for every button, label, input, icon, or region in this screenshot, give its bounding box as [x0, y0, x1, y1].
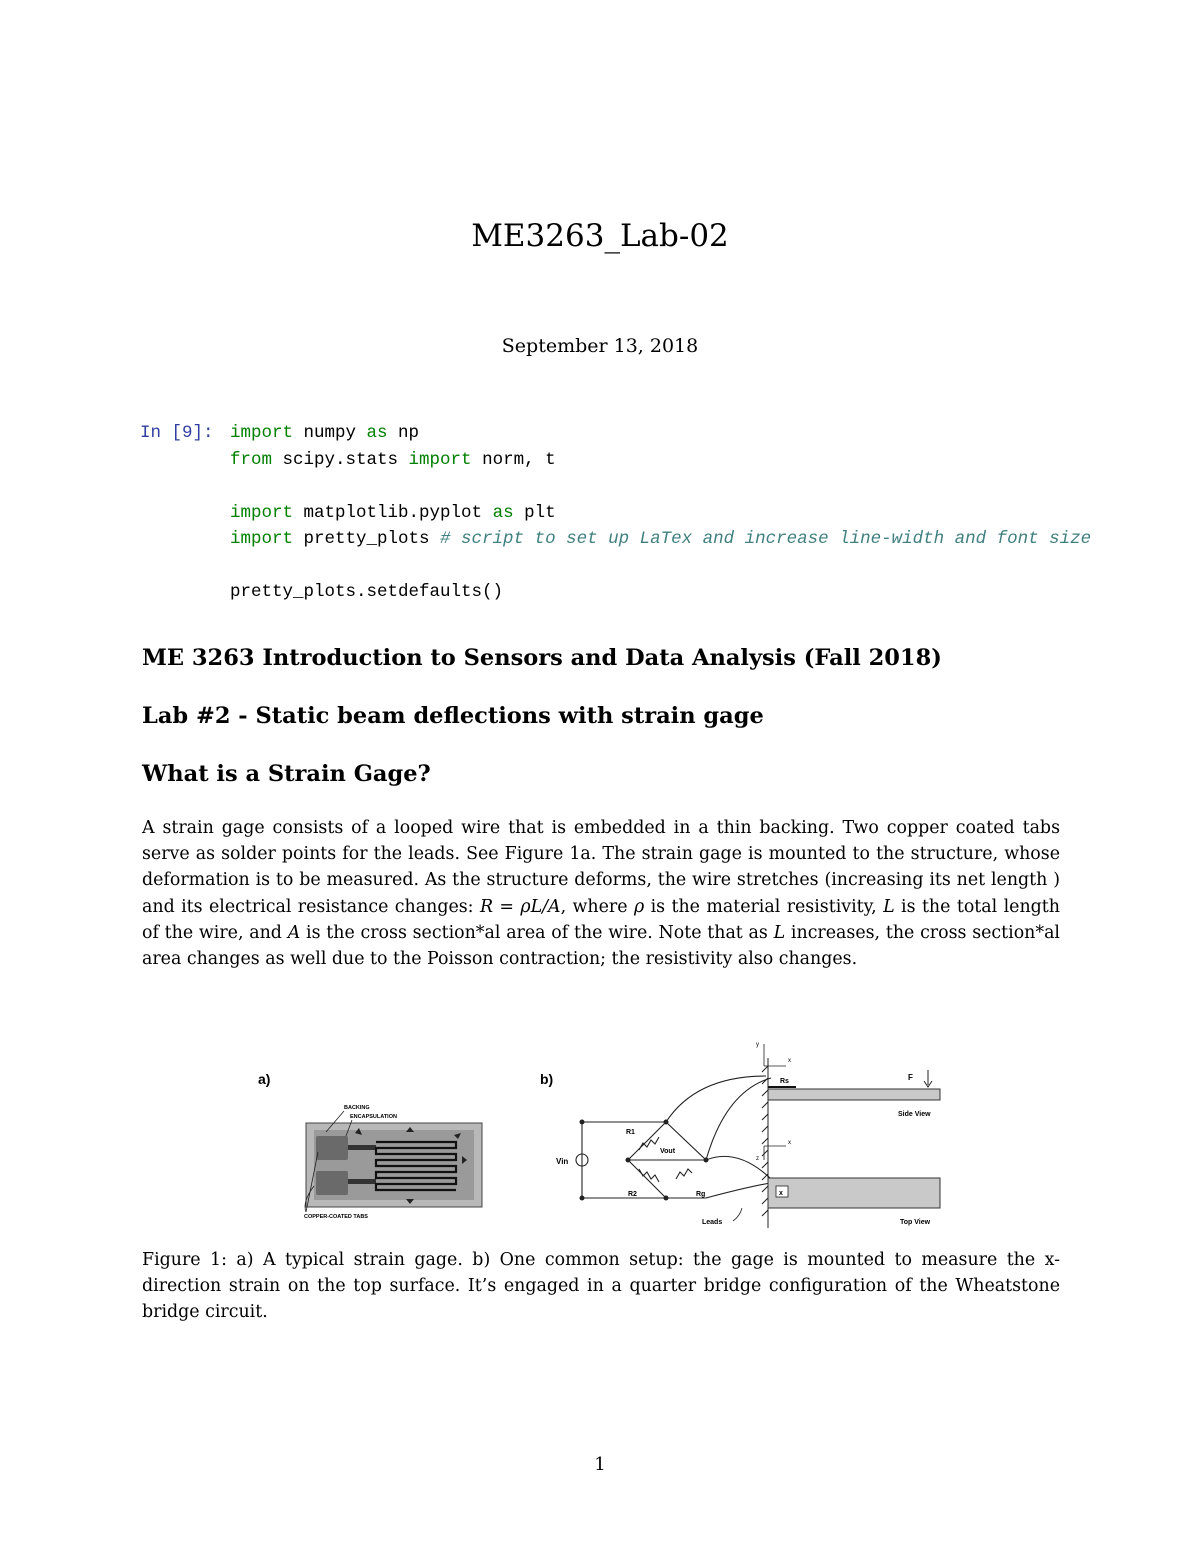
code-text: matplotlib.pyplot — [293, 502, 493, 523]
strain-gage-figure — [256, 1036, 946, 1232]
code-text: plt — [513, 502, 556, 523]
code-line — [230, 473, 1091, 500]
symbol-rho: ρ — [633, 896, 645, 917]
code-block — [230, 420, 1091, 606]
encapsulation-label: ENCAPSULATION — [350, 1114, 397, 1120]
section-heading: What is a Strain Gage? — [142, 761, 431, 787]
code-text: scipy.stats — [272, 449, 409, 470]
axis-z-label: z — [756, 1156, 759, 1162]
code-keyword: import — [230, 423, 294, 443]
r1-label: R1 — [626, 1129, 635, 1136]
code-text: norm, t — [471, 449, 556, 470]
leads-label: Leads — [702, 1219, 723, 1226]
code-line — [230, 447, 1091, 474]
backing-label: BACKING — [344, 1105, 370, 1111]
force-arrow — [924, 1070, 932, 1087]
symbol-l: L — [773, 922, 786, 943]
code-line — [230, 553, 1091, 580]
code-comment: # script to set up LaTex and increase line-width and font size — [440, 529, 1092, 549]
document-date: September 13, 2018 — [501, 335, 699, 357]
code-line — [230, 500, 1091, 527]
code-line — [230, 579, 1091, 606]
axis-x-top-label: x — [788, 1140, 791, 1146]
wheatstone-bridge-circuit — [576, 1076, 778, 1198]
paragraph-text: is the total length of the wire, and — [142, 896, 1060, 943]
paragraph-text: A strain gage consists of a looped wire that is embedded in a thin backing. Two copper coated tabs serve as solder points for the leads. See Figure 1a. The strain gage is mounted to the structure, whose deformation is to be measured. As the structure deforms, the wire stretches (increasing its net length ) and its electrical resistance changes: — [142, 818, 1060, 917]
code-prompt: In [9]: — [140, 423, 214, 443]
code-line — [230, 420, 1091, 447]
paragraph-text: is the material resistivity, — [644, 896, 884, 917]
beam-top-view — [768, 1178, 940, 1208]
code-keyword: as — [492, 502, 514, 523]
axis-x-label: x — [788, 1058, 791, 1064]
tabs-label: COPPER-COATED TABS — [304, 1214, 368, 1220]
paragraph-text: increases, the cross section*al area changes as well due to the Poisson contraction; the resistivity also changes. — [142, 922, 1060, 970]
force-label: F — [908, 1073, 913, 1082]
code-keyword: import — [230, 502, 294, 523]
side-view-label: Side View — [898, 1111, 931, 1118]
code-line — [230, 526, 1091, 553]
code-keyword: from — [230, 449, 273, 470]
code-text: pretty_plots — [293, 529, 441, 549]
resistance-formula: R = ρL/A — [479, 896, 561, 917]
axis-y-label: y — [756, 1042, 759, 1048]
r2-label: R2 — [628, 1191, 637, 1198]
code-keyword: import — [408, 449, 472, 470]
panel-b-label: b) — [540, 1071, 554, 1087]
gage-mark: x — [779, 1190, 783, 1197]
code-keyword: as — [366, 423, 388, 443]
paragraph-strain-gage — [142, 815, 1060, 972]
paragraph-text: is the cross section*al area of the wire. Note that as — [300, 922, 774, 943]
panel-a-label: a) — [258, 1071, 271, 1087]
strain-gage-photo — [306, 1123, 482, 1207]
top-view-label: Top View — [900, 1219, 931, 1226]
vin-label: Vin — [556, 1157, 569, 1166]
lab-heading: Lab #2 - Static beam deflections with strain gage — [142, 703, 764, 729]
vout-label: Vout — [660, 1148, 676, 1155]
page-number: 1 — [594, 1454, 606, 1475]
document-title: ME3263_Lab-02 — [471, 218, 729, 254]
paragraph-text: , where — [560, 896, 634, 917]
symbol-a: A — [287, 922, 301, 943]
code-text: numpy — [293, 423, 367, 443]
code-cell — [140, 420, 1092, 602]
code-text: pretty_plots.setdefaults() — [230, 582, 504, 602]
code-text: np — [387, 423, 420, 443]
code-keyword: import — [230, 529, 294, 549]
symbol-l: L — [883, 896, 895, 917]
beam-side-view — [768, 1089, 940, 1100]
rs-label: Rs — [780, 1078, 789, 1085]
figure-caption: Figure 1: a) A typical strain gage. b) One common setup: the gage is mounted to measure the x-direction strain on the top surface. It’s engaged in a quarter bridge configuration of the Wheatstone bridge circuit. — [142, 1250, 1060, 1323]
rg-label: Rg — [696, 1191, 706, 1198]
course-heading: ME 3263 Introduction to Sensors and Data Analysis (Fall 2018) — [142, 645, 942, 671]
fixed-wall — [762, 1058, 768, 1228]
